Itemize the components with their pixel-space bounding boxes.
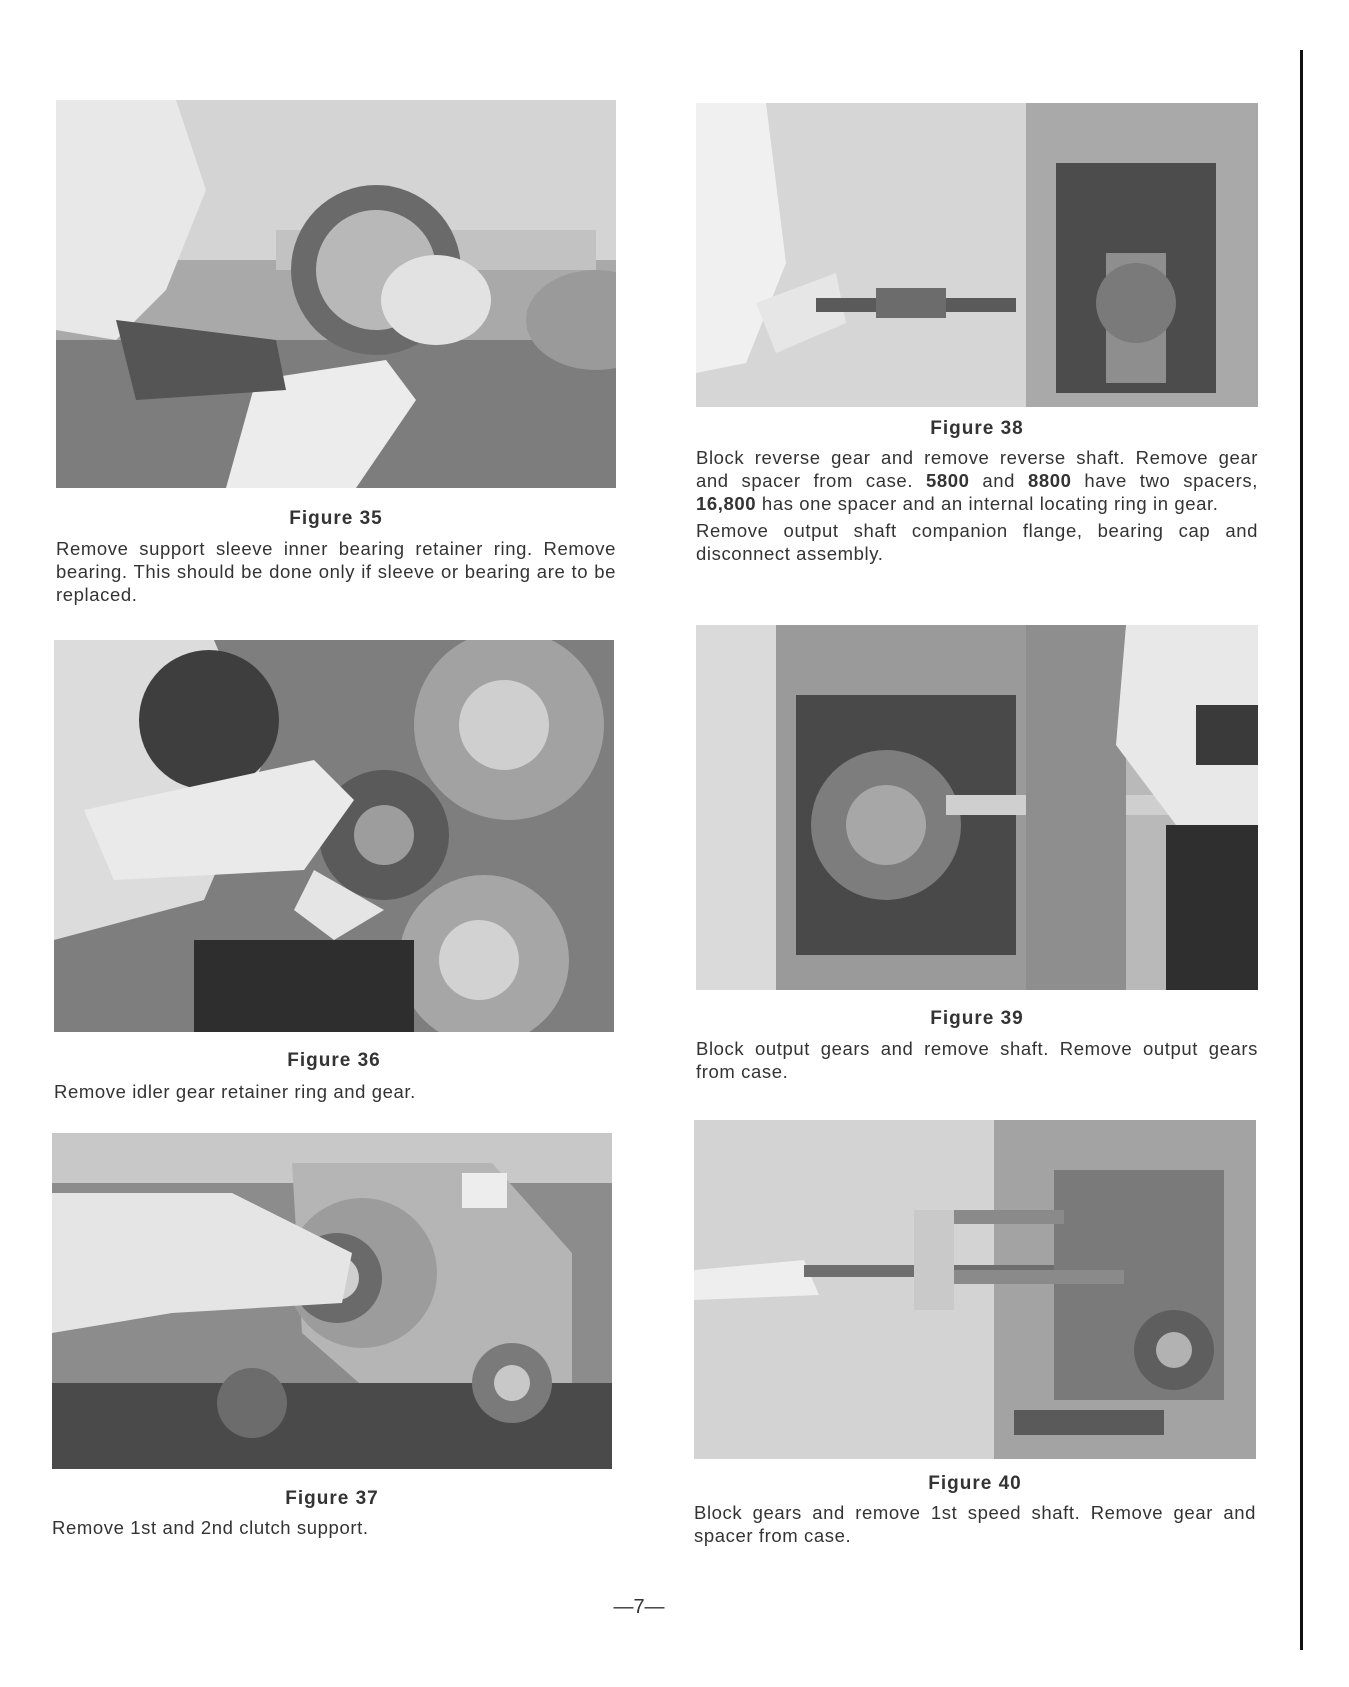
figure-37-title: Figure 37 [285, 1488, 379, 1509]
figure-38-caption-paragraph-2: Remove output shaft companion flange, bearing cap and disconnect assembly. [696, 520, 1258, 564]
caption-text: Block reverse gear and remove reverse shaft. Remove gear and spacer from case. [696, 447, 1258, 491]
figure-36-title: Figure 36 [287, 1050, 381, 1071]
figure-37-caption: Remove 1st and 2nd clutch support. [52, 1517, 369, 1538]
figure-35-photo [56, 100, 616, 488]
caption-text: has one spacer and an internal locating ring in gear. [756, 493, 1219, 514]
figure-38-caption [696, 446, 1258, 565]
figure-40-caption: Block gears and remove 1st speed shaft. Remove gear and spacer from case. [694, 1502, 1256, 1546]
figure-36-photo [54, 640, 614, 1032]
model-number: 5800 [925, 470, 970, 491]
figure-35-title: Figure 35 [289, 508, 383, 529]
figure-39-caption: Block output gears and remove shaft. Remove output gears from case. [696, 1038, 1258, 1082]
figure-39-title: Figure 39 [930, 1008, 1024, 1029]
figure-35-caption: Remove support sleeve inner bearing retainer ring. Remove bearing. This should be done only if sleeve or bearing are to be replaced. [56, 538, 616, 605]
figure-39-photo [696, 625, 1258, 990]
figure-36-caption: Remove idler gear retainer ring and gear. [54, 1081, 416, 1102]
figure-38-caption-paragraph-1 [696, 446, 1258, 515]
figure-38-photo [696, 103, 1258, 407]
figure-40-photo [694, 1120, 1256, 1459]
page-number: —7— [613, 1596, 665, 1618]
model-number: 16,800 [696, 493, 757, 514]
model-number: 8800 [1027, 470, 1072, 491]
caption-text: have two spacers, [1071, 470, 1258, 491]
figure-37-photo [52, 1133, 612, 1469]
caption-text: and [969, 470, 1028, 491]
page-right-rule [1300, 50, 1303, 1650]
figure-38-title: Figure 38 [930, 418, 1024, 439]
figure-40-title: Figure 40 [928, 1473, 1022, 1494]
